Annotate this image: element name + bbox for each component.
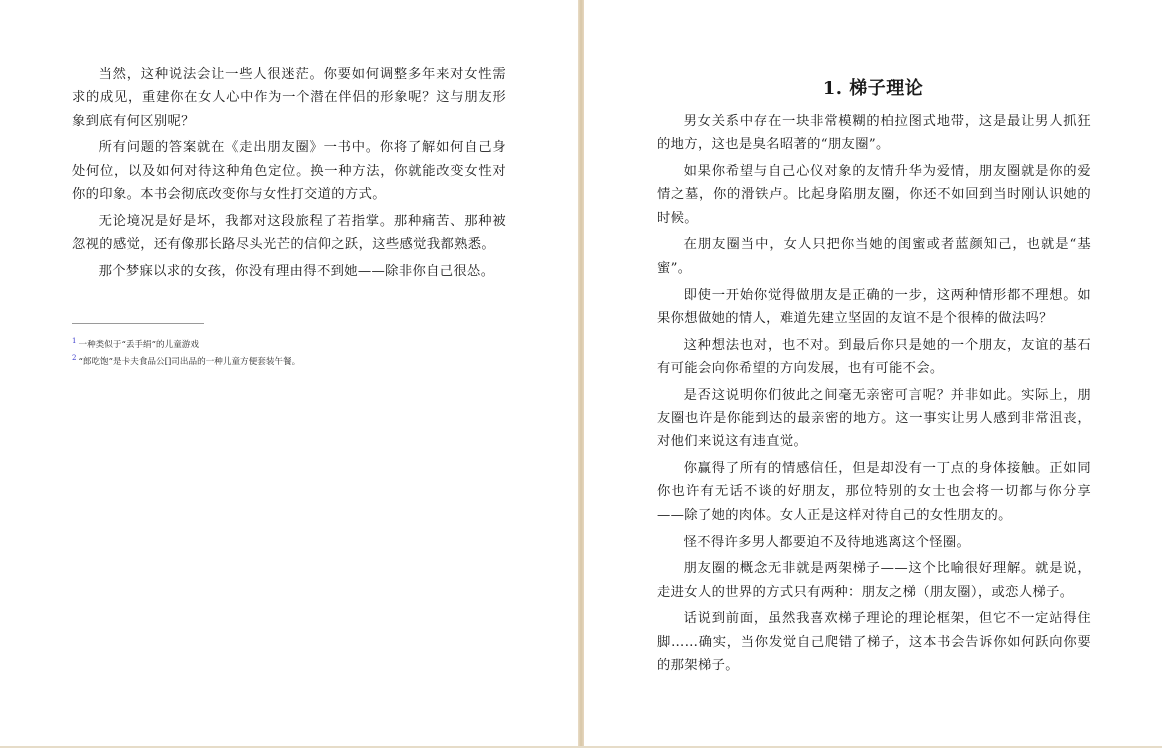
right-page-body: [657, 110, 1091, 681]
paragraph: 所有问题的答案就在《走出朋友圈》一书中。你将了解如何自己身处何位，以及如何对待这种角色定位。换一种方法，你就能改变女性对你的印象。本书会彻底改变你与女性打交道的方式。: [72, 140, 506, 202]
paragraph: 当然，这种说法会让一些人很迷茫。你要如何调整多年来对女性需求的成见，重建你在女人心中作为一个潜在伴侣的形象呢？这与朋友形象到底有何区别呢？: [72, 67, 506, 129]
paragraph: 无论境况是好是坏，我都对这段旅程了若指掌。那种痛苦、那种被忽视的感觉，还有像那长路尽头光芒的信仰之跃，这些感觉我都熟悉。: [72, 213, 506, 253]
paragraph: 在朋友圈当中，女人只把你当她的闺蜜或者蓝颜知己，也就是“基蜜”。: [657, 237, 1091, 276]
footnote-text: “郎吃饱”是卡夫食品公[]司出品的一种儿童方便套装午餐。: [78, 357, 301, 367]
left-page-body: [72, 63, 506, 287]
footnote-marker[interactable]: 2: [72, 354, 77, 362]
paragraph: 话说到前面，虽然我喜欢梯子理论的理论框架，但它不一定站得住脚……确实，当你发觉自己爬错了梯子，这本书会告诉你如何跃向你要的那架梯子。: [657, 611, 1091, 674]
paragraph: 怪不得许多男人都要迫不及待地逃离这个怪圈。: [683, 534, 971, 550]
paragraph: 男女关系中存在一块非常模糊的柏拉图式地带，这是最让男人抓狂的地方，这也是臭名昭著的“朋友圈”。: [657, 114, 1091, 153]
paragraph: 是否这说明你们彼此之间毫无亲密可言呢？并非如此。实际上，朋友圈也许是你能到达的最亲密的地方。这一事实让男人感到非常沮丧，对他们来说这有违直觉。: [657, 387, 1091, 450]
right-page: [584, 0, 1162, 746]
footnote-1: [72, 337, 512, 354]
left-page: [0, 0, 578, 746]
paragraph: 即使一开始你觉得做朋友是正确的一步，这两种情形都不理想。如果你想做她的情人，难道先建立坚固的友谊不是个很棒的做法吗？: [657, 287, 1091, 326]
chapter-title: 1. 梯子理论: [822, 78, 924, 99]
footnote-2: [72, 354, 512, 371]
paragraph: 你赢得了所有的情感信任，但是却没有一丁点的身体接触。正如同你也许有无话不谈的好朋友，那位特别的女士也会将一切都与你分享——除了她的肉体。女人正是这样对待自己的女性朋友的。: [657, 461, 1091, 523]
paragraph: 朋友圈的概念无非就是两架梯子——这个比喻很好理解。就是说，走进女人的世界的方式只有两种：朋友之梯（朋友圈），或恋人梯子。: [657, 561, 1091, 600]
paragraph: 如果你希望与自己心仪对象的友情升华为爱情，朋友圈就是你的爱情之墓，你的滑铁卢。比起身陷朋友圈，你还不如回到当时刚认识她的时候。: [657, 164, 1091, 226]
paragraph: 这种想法也对，也不对。到最后你只是她的一个朋友，友谊的基石有可能会向你希望的方向发展，也有可能不会。: [657, 337, 1091, 376]
paragraph: 那个梦寐以求的女孩，你没有理由得不到她——除非你自己很怂。: [98, 263, 495, 279]
footnote-text: 一种类似于“丢手绢”的儿童游戏: [78, 340, 199, 350]
footnote-divider: [72, 323, 204, 324]
footnotes: [72, 337, 512, 371]
footnote-marker[interactable]: 1: [72, 337, 77, 345]
